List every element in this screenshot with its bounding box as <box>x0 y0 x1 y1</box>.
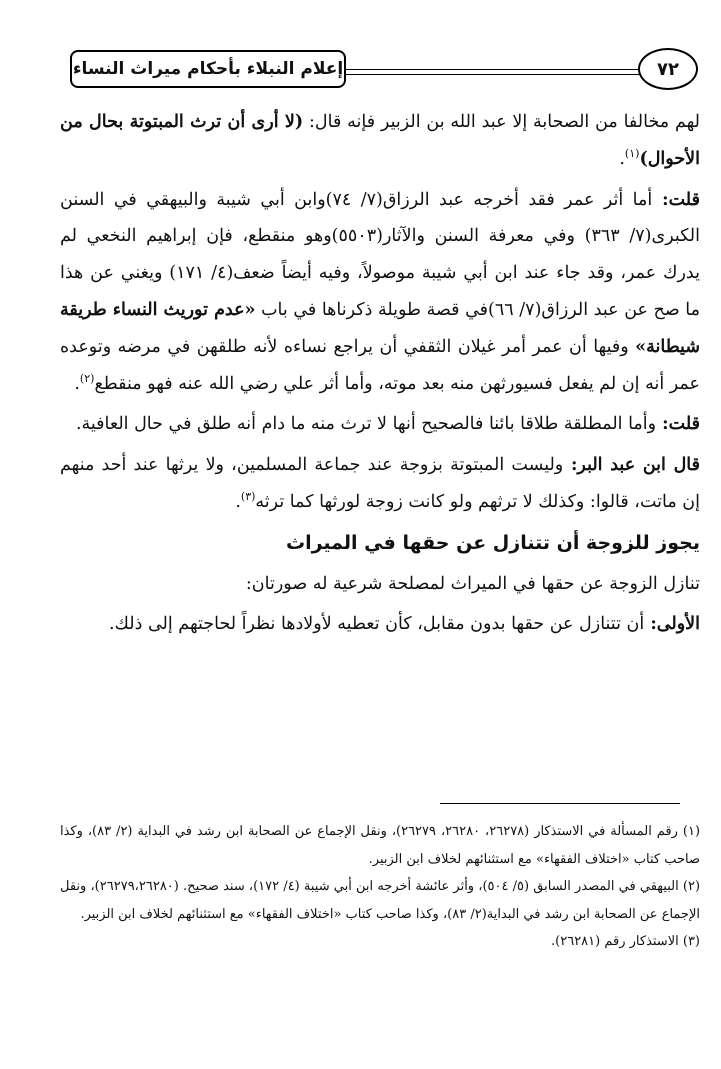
footnote-1: (١) رقم المسألة في الاستذكار (٢٦٢٧٨، ٢٦٢٨٠، ٢٦٢٧٩)، ونقل الإجماع عن الصحابة ابن رشد في البداية (٢/ ٨٣)، وكذا صاحب كتاب «اختلاف الفقهاء» مع استثنائهم لخلاف ابن الزبير. <box>60 824 701 867</box>
qultu-label: قلت: <box>656 414 700 435</box>
first-case-label: الأولى: <box>644 614 700 635</box>
footnote-ref-3: (٣) <box>240 490 256 504</box>
footnote-separator <box>440 803 680 804</box>
paragraph-5 <box>60 566 700 603</box>
paragraph-text: أن تتنازل عن حقها بدون مقابل، كأن تعطيه لأولادها نظراً لحاجتهم إلى ذلك. <box>108 614 645 635</box>
section-heading: يجوز للزوجة أن تتنازل عن حقها في الميراث <box>285 531 700 554</box>
header-rule-double <box>344 74 644 75</box>
paragraph-3 <box>60 406 700 443</box>
paragraph-6 <box>60 606 700 643</box>
footnotes <box>60 818 700 956</box>
paragraph-end: . <box>619 148 625 169</box>
paragraph-text: وأما المطلقة طلاقا بائنا فالصحيح أنها لا ترث منه ما دام أنه طلق في حال العافية. <box>75 414 657 435</box>
paragraph-end: . <box>235 491 241 512</box>
chapter-reference: «عدم توريث النساء طريقة شيطانة» <box>60 299 700 357</box>
page-number: ٧٢ <box>638 48 698 90</box>
footnote-ref-2: (٢) <box>79 371 95 385</box>
header-rule <box>344 69 644 70</box>
footnote-ref-1: (١) <box>624 146 640 160</box>
quote-text: (لا أرى أن ترث المبتوتة بحال من الأحوال) <box>60 112 700 169</box>
footnote-3: (٣) الاستذكار رقم (٢٦٢٨١). <box>551 934 700 949</box>
paragraph-2 <box>60 182 700 403</box>
paragraph-text: أما أثر عمر فقد أخرجه عبد الرزاق(٧/ ٧٤)وابن أبي شيبة والبيهقي في السنن الكبرى(٧/ ٣٦٣) وفي معرفة السنن والآثار(٥٥٠٣)وهو منقطع، فإن إبراهيم النخعي لم يدرك عمر، وقد جاء عند ابن أبي شيبة موصولاً، وفيه أيضاً ضعف(٤/ ١٧١) ويغني عن هذا ما صح عن عبد الرزاق(٧/ ٦٦)في قصة طويلة ذكرناها في باب <box>60 189 700 320</box>
paragraph-text: تنازل الزوجة عن حقها في الميراث لمصلحة شرعية له صورتان: <box>245 573 700 594</box>
paragraph-1 <box>60 104 700 178</box>
main-text <box>60 104 700 643</box>
page-header <box>64 44 688 92</box>
paragraph-text: وفيها أن عمر أمر غيلان الثقفي أن يراجع نساءه لأنه طلقهن في مرضه وتوعده عمر أنه إن لم يفعل فسيورثهن منه بعد موته، وأما أثر علي رضي الله عنه فهو منقطع <box>60 336 700 394</box>
book-title: إعلام النبلاء بأحكام ميراث النساء <box>70 50 346 88</box>
paragraph-text: وليست المبتوتة بزوجة عند جماعة المسلمين، ولا يرثها عند أحد منهم إن ماتت، قالوا: وكذلك لا ترثهم ولو كانت زوجة لورثها كما ترثه <box>60 455 700 512</box>
ibn-abd-al-barr-label: قال ابن عبد البر: <box>563 455 700 476</box>
qultu-label: قلت: <box>652 189 700 210</box>
footnote-2: (٢) البيهقي في المصدر السابق (٥/ ٥٠٤)، وأثر عائشة أخرجه ابن أبي شيبة (٤/ ١٧٢)، سند صحيح. (٢٦٢٧٩،٢٦٢٨٠)، ونقل الإجماع عن الصحابة ابن رشد في البداية(٢/ ٨٣)، وكذا صاحب كتاب «اختلاف الفقهاء» مع استثنائهم لخلاف ابن الزبير. <box>60 879 701 922</box>
paragraph-end: . <box>74 373 80 394</box>
paragraph-4 <box>60 447 700 521</box>
paragraph-text: لهم مخالفا من الصحابة إلا عبد الله بن الزبير فإنه قال: <box>303 112 700 132</box>
